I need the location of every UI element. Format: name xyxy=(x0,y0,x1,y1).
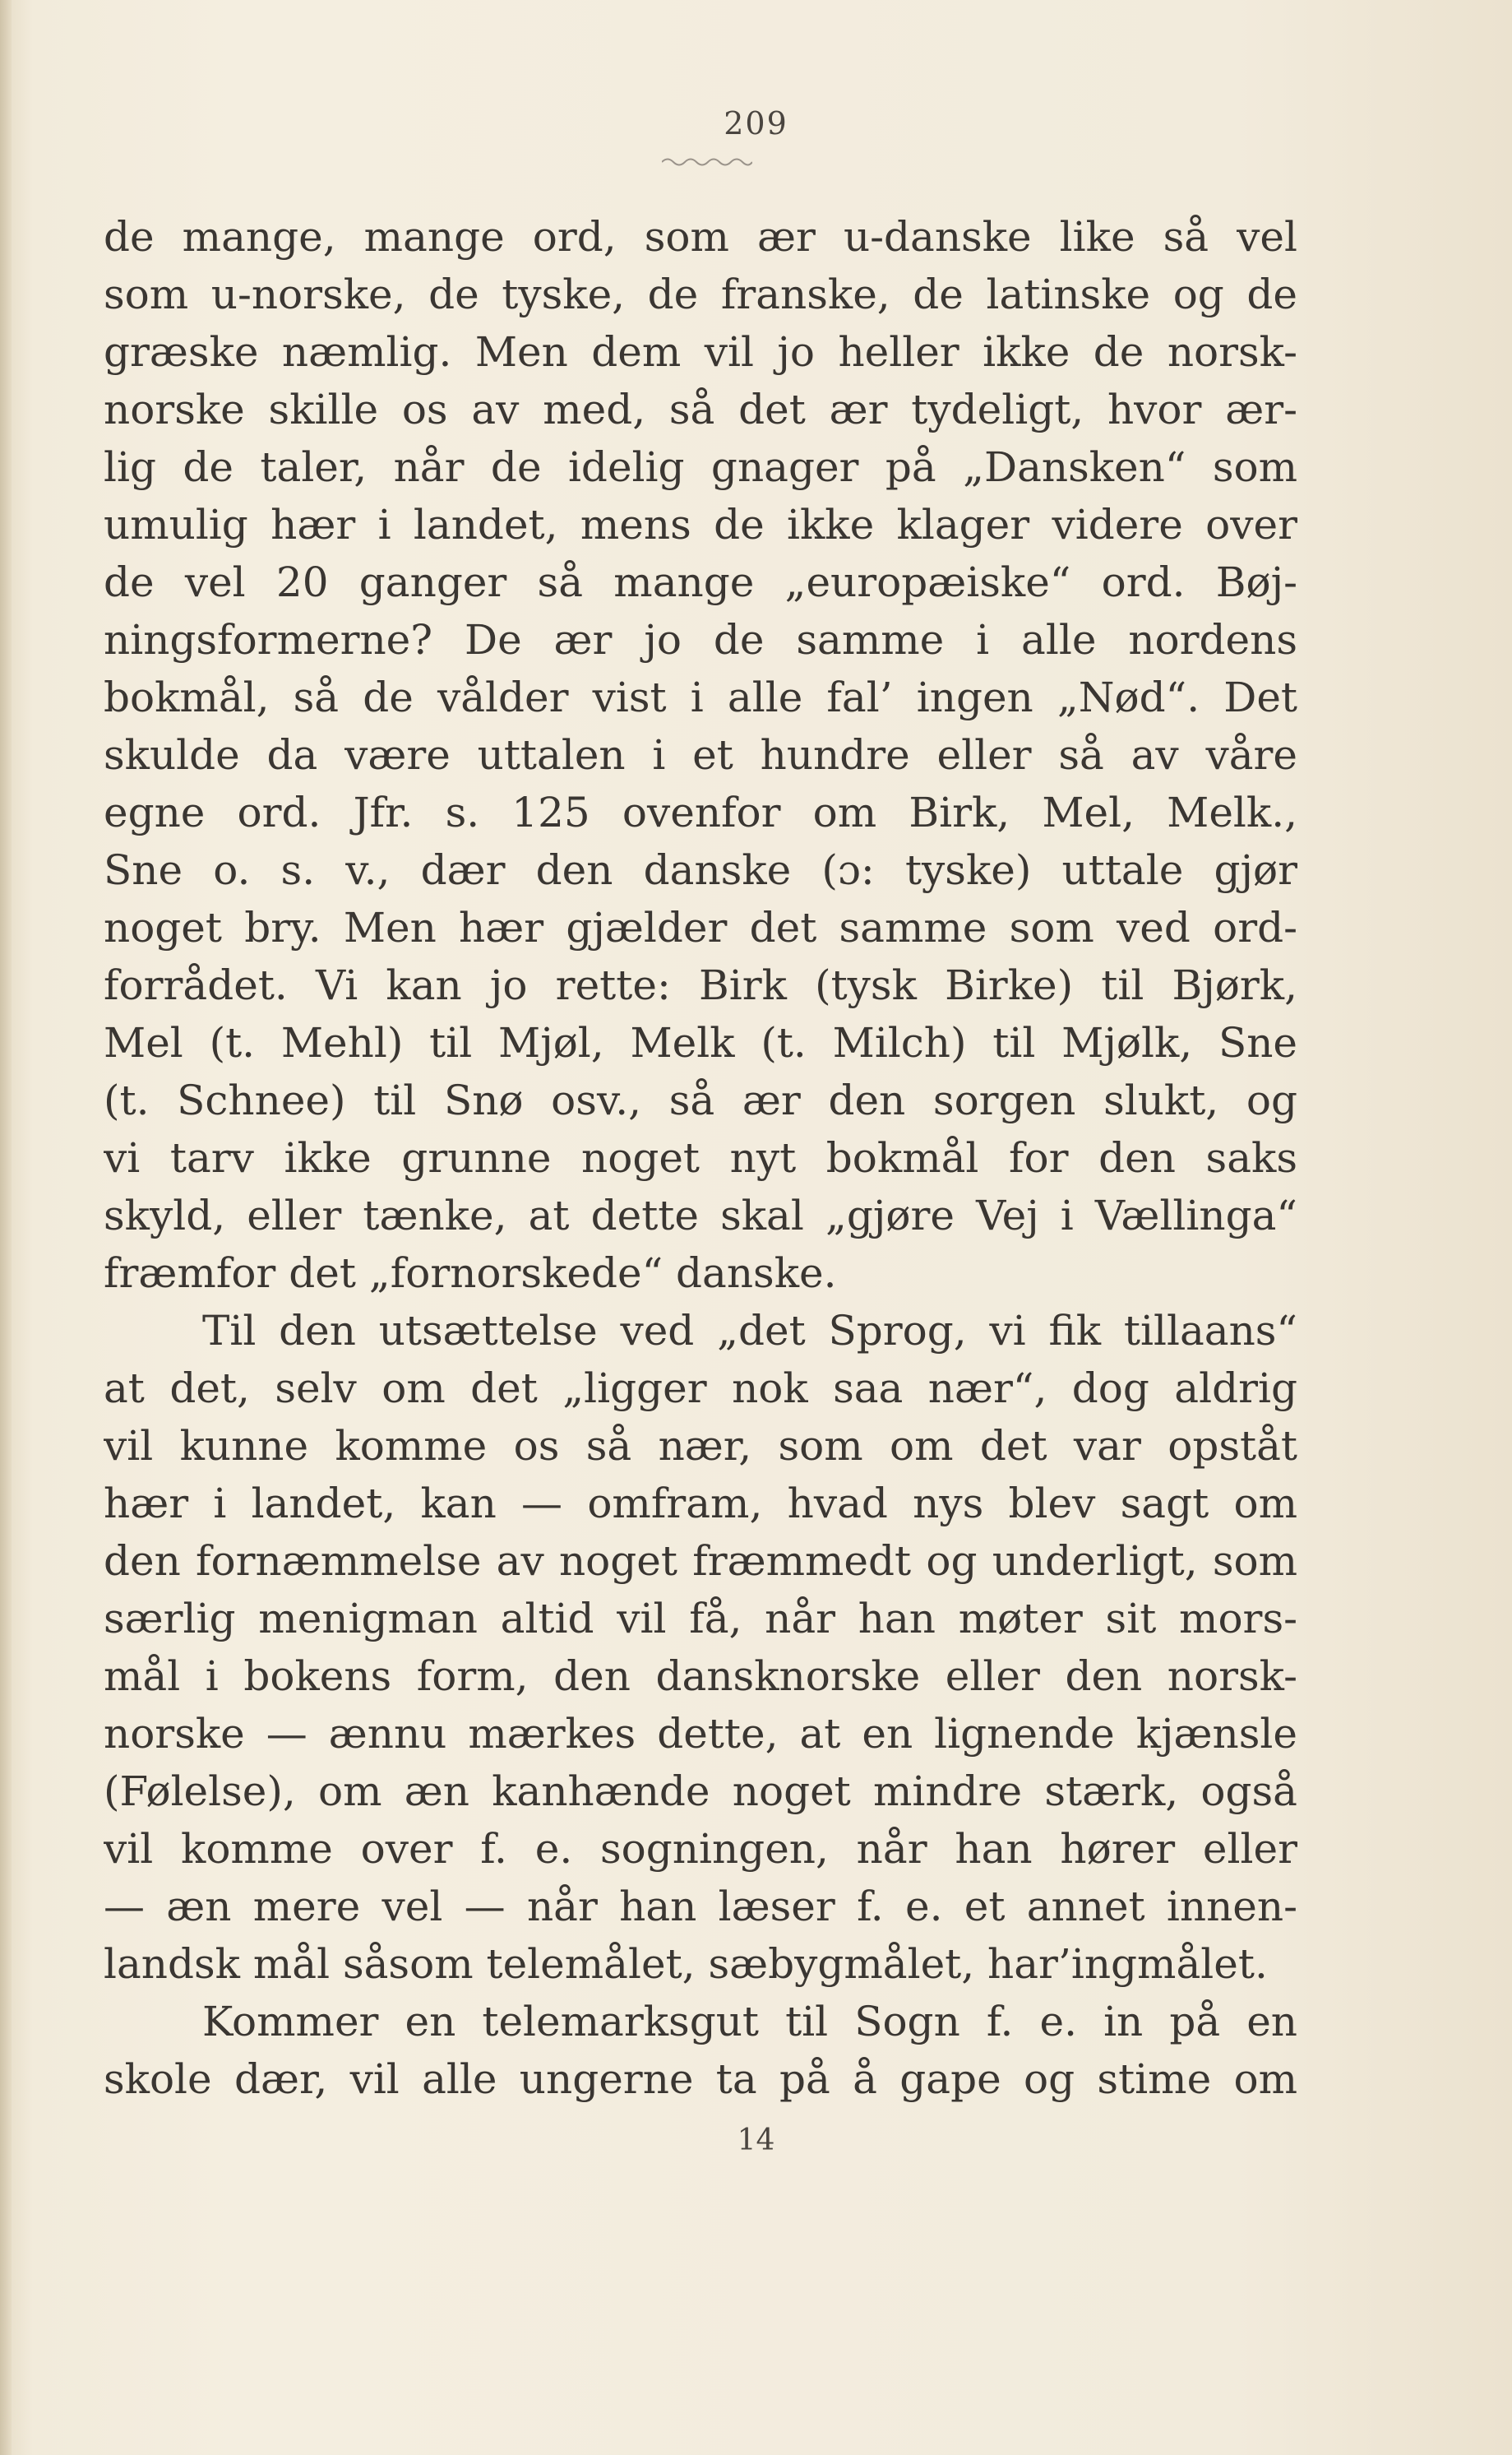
text-line: Sne o. s. v., dær den danske (ɔ: tyske) uttale gjør xyxy=(104,846,1297,894)
text-line: (t. Schnee) til Snø osv., så ær den sorgen slukt, og xyxy=(104,1077,1297,1124)
text-line: som u-norske, de tyske, de franske, de latinske og de xyxy=(104,271,1297,318)
text-line: (Følelse), om æn kanhænde noget mindre stærk, også xyxy=(104,1767,1297,1815)
text-line: fræmfor det „fornorskede“ danske. xyxy=(104,1249,837,1297)
text-line: skyld, eller tænke, at dette skal „gjøre Vej i Vællinga“ xyxy=(104,1192,1297,1239)
text-line: hær i landet, kan — omfram, hvad nys blev sagt om xyxy=(104,1480,1297,1527)
text-line: norske skille os av med, så det ær tydeligt, hvor ær- xyxy=(104,386,1297,433)
text-line: noget bry. Men hær gjælder det samme som ved ord- xyxy=(104,904,1297,952)
text-line: vil komme over f. e. sogningen, når han hører eller xyxy=(104,1825,1297,1873)
text-line: skole dær, vil alle ungerne ta på å gape og stime om xyxy=(104,2055,1297,2103)
text-line: at det, selv om det „ligger nok saa nær“, dog aldrig xyxy=(104,1364,1297,1412)
text-line: vil kunne komme os så nær, som om det var opståt xyxy=(104,1422,1297,1470)
text-line: vi tarv ikke grunne noget nyt bokmål for den saks xyxy=(104,1134,1297,1182)
text-line: den fornæmmelse av noget fræmmedt og underligt, som xyxy=(104,1537,1297,1585)
text-line: de mange, mange ord, som ær u-danske like så vel xyxy=(104,213,1297,261)
signature-mark: 14 xyxy=(737,2124,775,2157)
text-line: Kommer en telemarksgut til Sogn f. e. in på en xyxy=(202,1998,1297,2045)
text-line: lig de taler, når de idelig gnager på „Dansken“ som xyxy=(104,443,1297,491)
text-line: norske — ænnu mærkes dette, at en lignende kjænsle xyxy=(104,1710,1297,1758)
text-line: ningsformerne? De ær jo de samme i alle nordens xyxy=(104,616,1297,664)
text-line: egne ord. Jfr. s. 125 ovenfor om Birk, Mel, Melk., xyxy=(104,789,1297,836)
text-line: forrådet. Vi kan jo rette: Birk (tysk Birke) til Bjørk, xyxy=(104,961,1297,1009)
text-line: særlig menigman altid vil få, når han møter sit mors- xyxy=(104,1595,1297,1642)
ornament-squiggle xyxy=(662,156,752,168)
text-line: Mel (t. Mehl) til Mjøl, Melk (t. Milch) til Mjølk, Sne xyxy=(104,1019,1297,1067)
text-line: skulde da være uttalen i et hundre eller så av våre xyxy=(104,731,1297,779)
page-edge xyxy=(0,0,12,2455)
text-line: bokmål, så de vålder vist i alle fal’ ingen „Nød“. Det xyxy=(104,674,1297,721)
text-line: umulig hær i landet, mens de ikke klager videre over xyxy=(104,501,1297,549)
text-line: — æn mere vel — når han læser f. e. et annet innen- xyxy=(104,1883,1297,1930)
text-line: Til den utsættelse ved „det Sprog, vi fik tillaans“ xyxy=(202,1307,1297,1355)
text-line: de vel 20 ganger så mange „europæiske“ ord. Bøj- xyxy=(104,558,1297,606)
text-line: mål i bokens form, den dansknorske eller den norsk- xyxy=(104,1652,1297,1700)
text-line: landsk mål såsom telemålet, sæbygmålet, har’ingmålet. xyxy=(104,1940,1268,1988)
text-line: græske næmlig. Men dem vil jo heller ikke de norsk- xyxy=(104,328,1297,376)
page-number: 209 xyxy=(724,105,788,141)
